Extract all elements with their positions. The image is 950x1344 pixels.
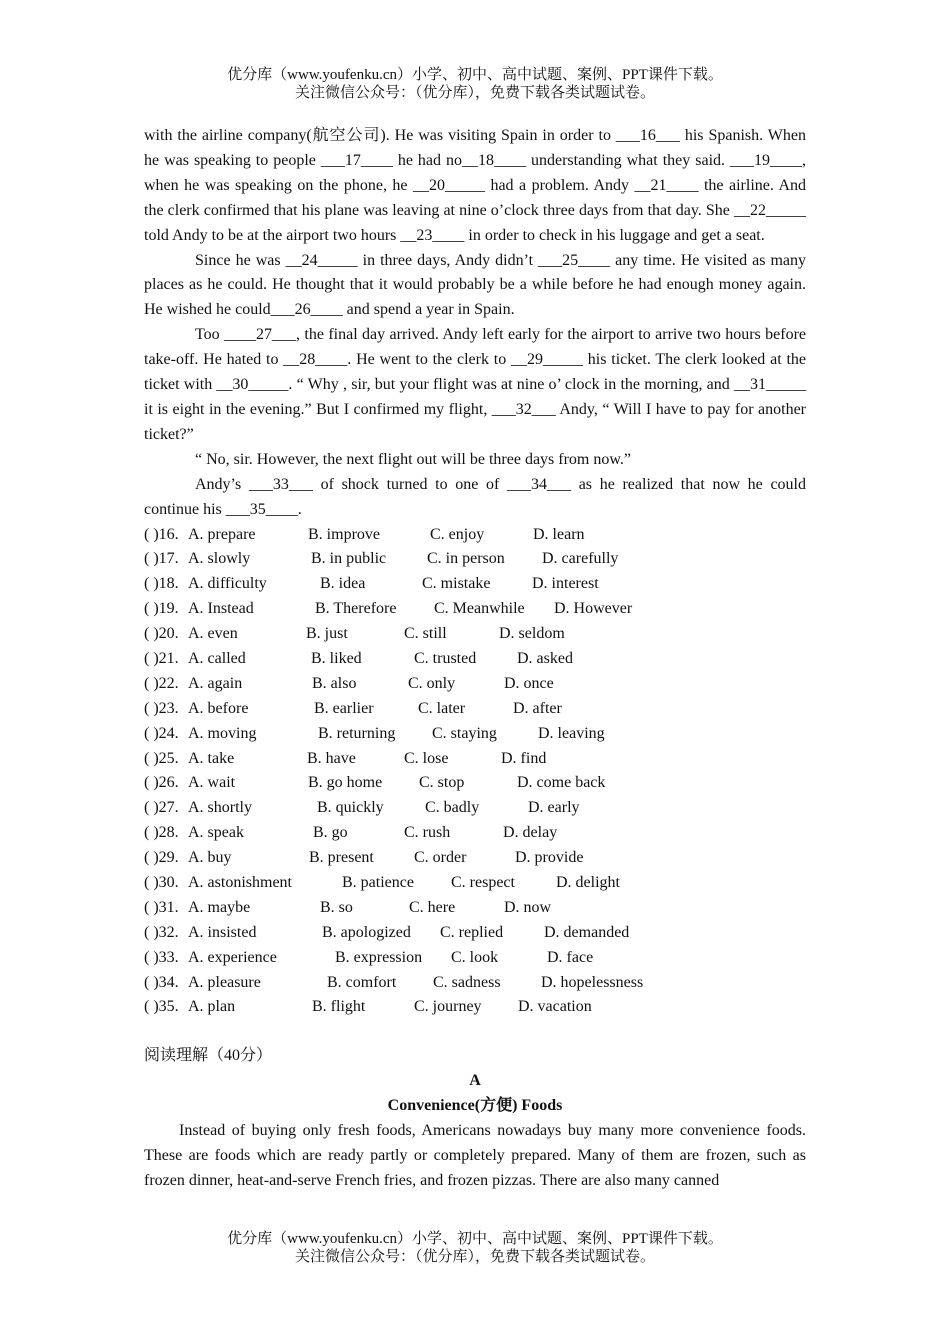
reading-section-title: 阅读理解（40分） [144,1047,273,1065]
num: ( )35. [144,998,179,1016]
option-a: A. before [188,699,249,717]
num: ( )29. [144,849,179,867]
option-a: A. plan [188,998,236,1016]
option-b: B. quickly [317,799,384,817]
option-a: A. insisted [188,923,257,941]
num: ( )28. [144,824,179,842]
option-d: D. after [513,699,562,717]
option-a: A. shortly [188,799,252,817]
option-c: C. only [408,674,456,692]
num: ( )22. [144,674,179,692]
option-a: A. slowly [188,550,251,568]
question-row [144,622,806,647]
option-a: A. pleasure [188,973,261,991]
option-d: D. delay [503,824,558,842]
option-c: C. later [418,699,466,717]
option-c: C. badly [425,799,480,817]
num: ( )27. [144,799,179,817]
question-row [144,796,806,821]
header-line-2: 关注微信公众号：（优分库），免费下载各类试题试卷。 [294,85,655,101]
num: ( )25. [144,749,179,767]
option-c: C. enjoy [430,525,485,543]
option-c: C. mistake [422,575,491,593]
question-row [144,971,806,996]
option-b: B. in public [311,550,387,568]
option-c: C. lose [404,749,449,767]
option-a: A. wait [188,774,236,792]
option-b: B. improve [308,525,380,543]
option-d: D. leaving [538,724,605,742]
num: ( )24. [144,724,179,742]
option-a: A. called [188,649,246,667]
option-a: A. prepare [188,525,256,543]
num: ( )30. [144,873,179,891]
question-row [144,597,806,622]
option-b: B. apologized [322,923,411,941]
question-row [144,722,806,747]
num: ( )21. [144,649,179,667]
footer-line-1: 优分库（www.youfenku.cn）小学、初中、高中试题、案例、PPT课件下载。 [227,1231,723,1247]
passage-paragraph-2: Since he was __24_____ in three days, Andy didn’t ___25____ any time. He visited as many places as he could. He thought that it would probably be a while before he had enough money again. He wished he could___26____ and spend a year in Spain. [144,251,806,319]
question-list [144,523,806,1021]
num: ( )16. [144,525,179,543]
option-d: D. face [547,948,594,966]
header-line-1: 优分库（www.youfenku.cn）小学、初中、高中试题、案例、PPT课件下载。 [227,67,723,83]
option-c: C. replied [440,923,504,941]
question-row [144,821,806,846]
option-a: A. Instead [188,600,254,618]
option-d: D. hopelessness [541,973,644,991]
option-c: C. in person [427,550,505,568]
option-c: C. stop [419,774,465,792]
option-c: C. Meanwhile [434,600,525,618]
option-c: C. sadness [433,973,501,991]
question-row [144,846,806,871]
option-b: B. flight [312,998,366,1016]
option-b: B. earlier [314,699,374,717]
passage-paragraph-5: Andy’s ___33___ of shock turned to one of ___34___ as he realized that now he could continue his ___35____. [144,475,806,518]
option-a: A. speak [188,824,244,842]
num: ( )34. [144,973,179,991]
option-b: B. liked [311,649,362,667]
passage-paragraph-3: Too ____27___, the final day arrived. Andy left early for the airport to arrive two hours before take-off. He hated to __28____. He went to the clerk to __29_____ his ticket. The clerk looked at the ticket with __30_____. “ Why , sir, but your flight was at nine o’ clock in the morning, and __31_____ it is eight in the evening.” But I confirmed my flight, ___32___ Andy, “ Will I have to pay for another ticket?” [144,326,806,443]
option-c: C. still [404,625,447,643]
option-b: B. present [309,849,374,867]
option-d: D. now [504,898,552,916]
num: ( )23. [144,699,179,717]
option-a: A. buy [188,849,232,867]
option-d: D. find [501,749,547,767]
question-row [144,995,806,1020]
article-intro: Instead of buying only fresh foods, Americans nowadays buy many more convenience foods. These are foods which are ready partly or completely prepared. Many of them are frozen, such as frozen dinner, heat-and-serve French fries, and frozen pizzas. There are also many canned [144,1122,806,1189]
option-b: B. have [307,749,356,767]
option-d: D. come back [517,774,606,792]
page-header [0,66,950,102]
article-title: Convenience(方便) Foods [387,1097,563,1115]
option-a: A. maybe [188,898,251,916]
question-row [144,697,806,722]
question-row [144,921,806,946]
option-b: B. go home [308,774,383,792]
question-row [144,647,806,672]
option-c: C. trusted [414,649,477,667]
option-b: B. go [313,824,348,842]
option-c: C. here [409,898,456,916]
option-b: B. also [312,674,357,692]
option-d: D. learn [533,525,585,543]
document-body [144,124,806,1194]
option-c: C. respect [451,873,515,891]
option-b: B. expression [335,948,423,966]
option-d: D. asked [517,649,573,667]
question-row [144,523,806,548]
option-d: D. vacation [518,998,592,1016]
option-c: C. order [414,849,467,867]
option-c: C. look [451,948,499,966]
option-a: A. moving [188,724,257,742]
question-row [144,547,806,572]
option-b: B. comfort [327,973,397,991]
page-footer [0,1230,950,1266]
option-b: B. idea [320,575,366,593]
num: ( )32. [144,923,179,941]
passage-paragraph-4: “ No, sir. However, the next flight out will be three days from now.” [195,450,631,468]
option-d: D. once [504,674,554,692]
option-d: D. seldom [499,625,565,643]
option-a: A. experience [188,948,277,966]
num: ( )19. [144,600,179,618]
num: ( )31. [144,898,179,916]
option-d: D. However [554,600,633,618]
question-row [144,896,806,921]
question-row [144,672,806,697]
option-d: D. demanded [544,923,630,941]
question-row [144,946,806,971]
question-row [144,771,806,796]
num: ( )17. [144,550,179,568]
option-c: C. journey [414,998,482,1016]
footer-line-2: 关注微信公众号：（优分库），免费下载各类试题试卷。 [294,1249,655,1265]
option-b: B. just [306,625,348,643]
option-c: C. rush [404,824,451,842]
option-d: D. early [528,799,580,817]
option-d: D. provide [515,849,584,867]
option-d: D. delight [556,873,620,891]
passage-paragraph-1: with the airline company(航空公司). He was visiting Spain in order to ___16___ his Spanish. When he was speaking to people ___17____ he had no__18____ understanding what they said. ___19____, when he was speaking on the phone, he __20_____ had a problem. Andy __21____ the airline. And the clerk confirmed that his plane was leaving at nine o’clock three days from that day. She __22_____ told Andy to be at the airport two hours __23____ in order to check in his luggage and get a seat. [144,127,806,244]
num: ( )20. [144,625,179,643]
option-a: A. even [188,625,238,643]
question-row [144,747,806,772]
option-b: B. so [320,898,353,916]
question-row [144,871,806,896]
option-b: B. returning [318,724,396,742]
option-a: A. difficulty [188,575,267,593]
reading-part-label: A [469,1072,481,1090]
option-d: D. carefully [542,550,619,568]
question-row [144,572,806,597]
num: ( )26. [144,774,179,792]
option-a: A. take [188,749,235,767]
option-c: C. staying [432,724,497,742]
option-b: B. patience [342,873,414,891]
num: ( )33. [144,948,179,966]
num: ( )18. [144,575,179,593]
option-d: D. interest [532,575,599,593]
option-b: B. Therefore [315,600,397,618]
option-a: A. again [188,674,243,692]
option-a: A. astonishment [188,873,292,891]
